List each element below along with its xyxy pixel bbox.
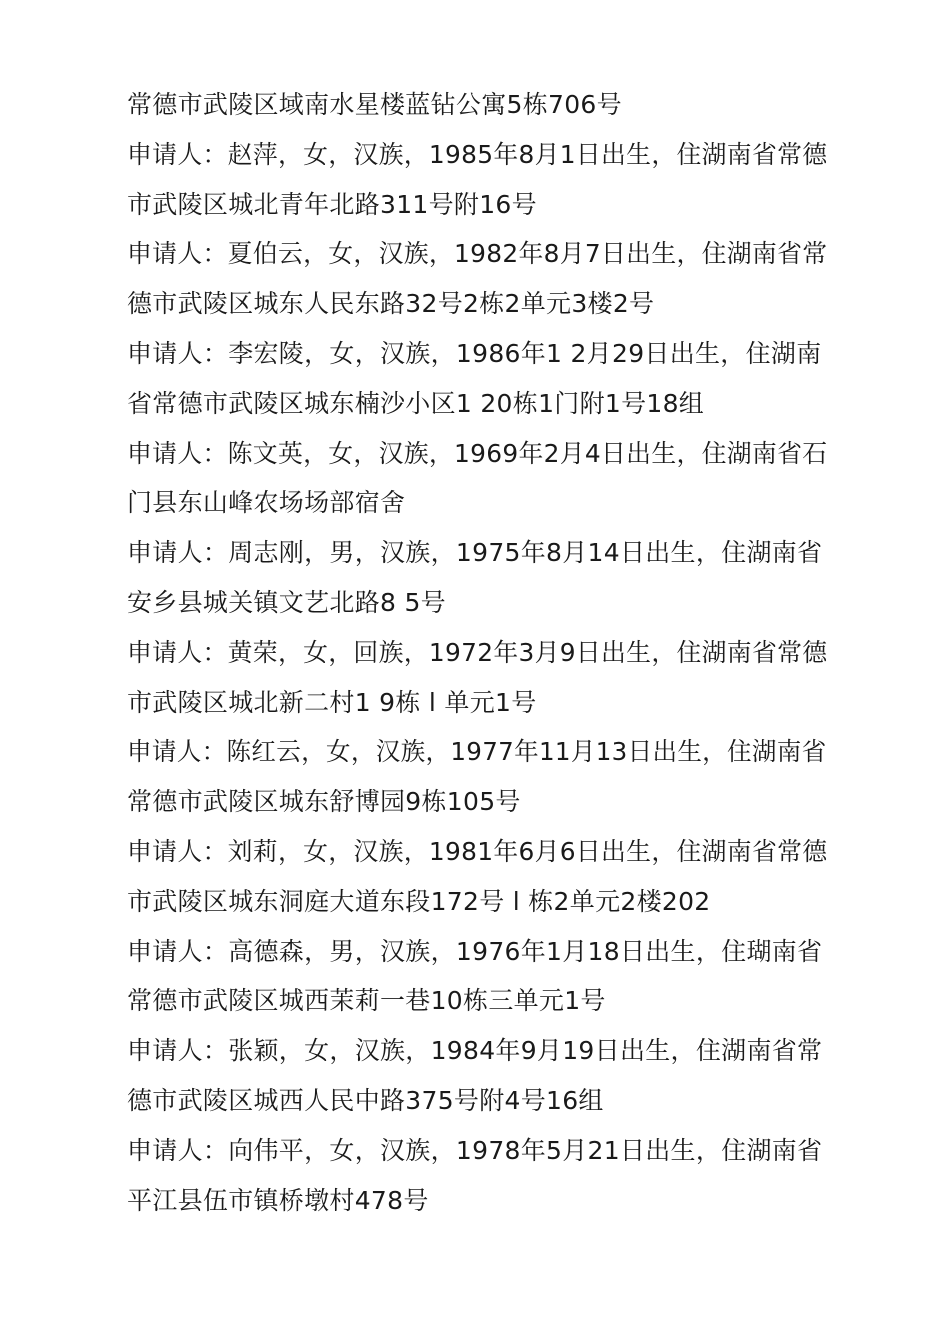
text-line: 申请人：赵萍，女，汉族，1985年8月1日出生，住湖南省常德 [127,139,828,169]
text-line: 平江县伍市镇桥墩村478号 [127,1185,429,1215]
text-line: 常德市武陵区域南水星楼蓝钻公寓5栋706号 [127,90,622,119]
text-line: 省常德市武陵区城东楠沙小区1 20栋1门附1号18组 [127,388,705,418]
text-line: 申请人：张颖，女，汉族，1984年9月19日出生，住湖南省常 [127,1036,823,1066]
text-line: 申请人：周志刚，男，汉族，1975年8月14日出生，住湖南省 [127,538,823,568]
document-page [127,80,827,1225]
text-line: 常德市武陵区城西茉莉一巷10栋三单元1号 [127,986,606,1016]
text-line: 申请人：刘莉，女，汉族，1981年6月6日出生，住湖南省常德 [127,836,828,866]
text-line: 申请人：高德森，男，汉族，1976年1月18日出生，住瑚南省 [127,936,823,966]
text-line: 德市武陵区城东人民东路32号2栋2单元3楼2号 [127,289,655,319]
text-line: 申请人：黄荣，女，回族，1972年3月9日出生，住湖南省常德 [127,637,828,667]
text-line: 门县东山峰农场场部宿舍 [127,488,406,518]
text-line: 常德市武陵区城东舒博园9栋105号 [127,787,521,817]
text-line: 申请人：陈红云，女，汉族，1977年11月13日出生，住湖南省 [127,737,827,767]
text-line: 申请人：向伟平，女，汉族，1978年5月21日出生，住湖南省 [127,1135,823,1165]
text-line: 市武陵区城北新二村1 9栋 l 单元1号 [127,687,537,717]
text-line: 申请人：陈文英，女，汉族，1969年2月4日出生，住湖南省石 [127,438,828,468]
text-line: 市武陵区城北青年北路311号附16号 [127,189,537,219]
text-line: 申请人：李宏陵，女，汉族，1986年1 2月29日出生，住湖南 [127,338,822,368]
text-line: 德市武陵区城西人民中路375号附4号16组 [127,1085,604,1115]
text-line: 安乡县城关镇文艺北路8 5号 [127,587,446,617]
text-line: 市武陵区城东洞庭大道东段172号 l 栋2单元2楼202 [127,886,711,916]
text-line: 申请人：夏伯云，女，汉族，1982年8月7日出生，住湖南省常 [127,239,828,269]
